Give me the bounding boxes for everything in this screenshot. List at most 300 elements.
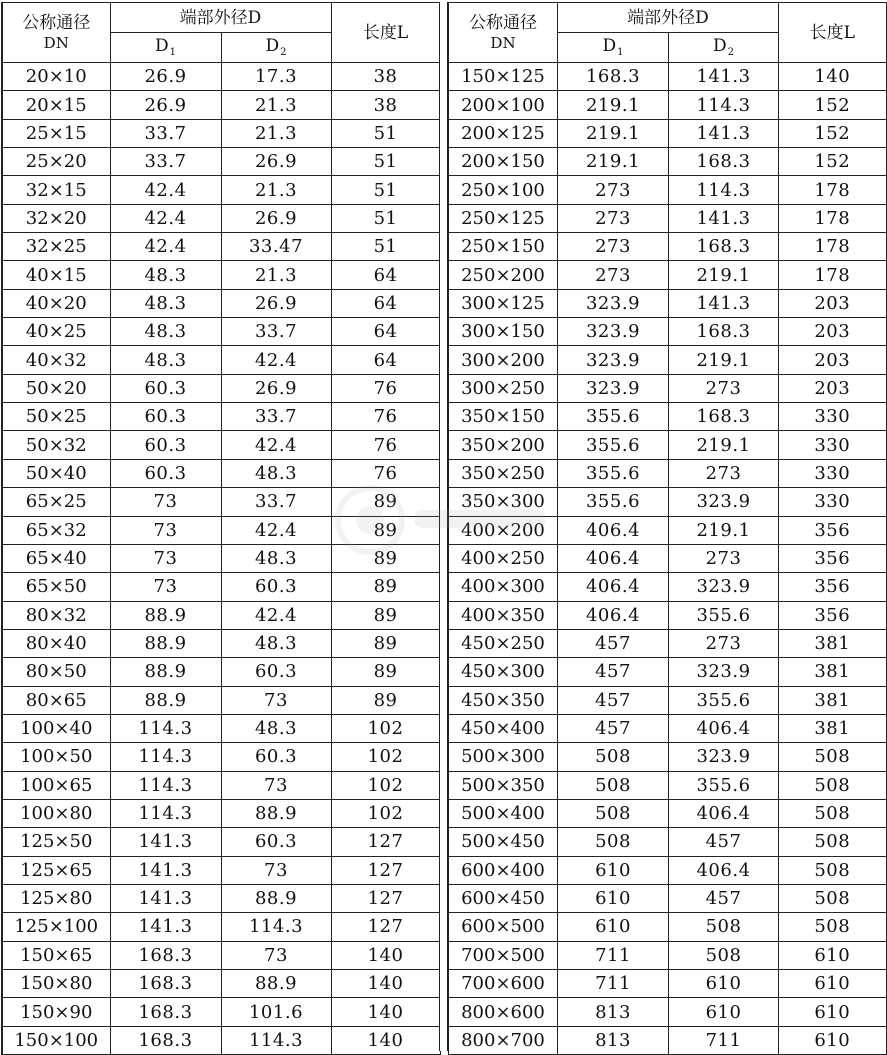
table-row	[449, 998, 887, 1026]
header-dn-label: 公称通径	[469, 12, 537, 33]
cell-d1: 219.1	[558, 148, 669, 176]
table-row	[2, 119, 440, 147]
cell-length: 127	[331, 884, 440, 912]
cell-length: 330	[779, 459, 887, 487]
table-row	[2, 289, 440, 317]
cell-d1: 33.7	[110, 119, 221, 147]
cell-length: 610	[779, 998, 887, 1026]
cell-d2: 323.9	[669, 658, 779, 686]
cell-length: 330	[779, 403, 887, 431]
cell-d2: 73	[221, 771, 331, 799]
table-row	[449, 233, 887, 261]
cell-dn: 40×32	[2, 346, 110, 374]
cell-dn: 125×65	[2, 856, 110, 884]
table-row	[2, 488, 440, 516]
table-row	[449, 374, 887, 402]
cell-d2: 168.3	[669, 403, 779, 431]
cell-length: 102	[331, 714, 440, 742]
cell-d2: 168.3	[669, 318, 779, 346]
cell-d1: 508	[558, 771, 669, 799]
table-row	[449, 686, 887, 714]
cell-d2: 457	[669, 828, 779, 856]
table-row	[449, 913, 887, 941]
cell-length: 203	[779, 318, 887, 346]
header-dn-code: DN	[43, 33, 69, 52]
table-row	[2, 544, 440, 572]
cell-length: 508	[779, 884, 887, 912]
cell-length: 127	[331, 856, 440, 884]
left-table-body	[2, 63, 440, 1055]
header-length: 长度L	[331, 3, 440, 63]
cell-dn: 400×200	[449, 516, 558, 544]
cell-d1: 60.3	[110, 431, 221, 459]
cell-d2: 114.3	[669, 91, 779, 119]
cell-d1: 711	[558, 941, 669, 969]
cell-d1: 48.3	[110, 318, 221, 346]
cell-length: 89	[331, 516, 440, 544]
cell-d2: 88.9	[221, 799, 331, 827]
cell-length: 89	[331, 601, 440, 629]
cell-d1: 114.3	[110, 714, 221, 742]
table-row	[2, 771, 440, 799]
cell-dn: 350×250	[449, 459, 558, 487]
cell-d1: 406.4	[558, 573, 669, 601]
table-row	[2, 884, 440, 912]
header-dn-code: DN	[490, 33, 516, 52]
cell-length: 89	[331, 544, 440, 572]
cell-dn: 80×40	[2, 629, 110, 657]
cell-d1: 168.3	[110, 941, 221, 969]
cell-d2: 610	[669, 998, 779, 1026]
cell-dn: 50×25	[2, 403, 110, 431]
header-d2	[669, 33, 779, 63]
reducer-dimension-table-right	[448, 2, 887, 1055]
cell-length: 178	[779, 233, 887, 261]
cell-d2: 406.4	[669, 799, 779, 827]
cell-d2: 88.9	[221, 884, 331, 912]
cell-length: 610	[779, 970, 887, 998]
cell-d1: 88.9	[110, 686, 221, 714]
cell-d2: 42.4	[221, 601, 331, 629]
cell-d1: 406.4	[558, 516, 669, 544]
cell-dn: 100×50	[2, 743, 110, 771]
cell-d1: 711	[558, 970, 669, 998]
cell-dn: 65×50	[2, 573, 110, 601]
cell-d2: 114.3	[669, 176, 779, 204]
cell-dn: 450×300	[449, 658, 558, 686]
cell-length: 64	[331, 289, 440, 317]
cell-d2: 48.3	[221, 629, 331, 657]
cell-dn: 100×40	[2, 714, 110, 742]
cell-dn: 80×50	[2, 658, 110, 686]
cell-dn: 20×15	[2, 91, 110, 119]
cell-d2: 60.3	[221, 743, 331, 771]
cell-d1: 508	[558, 799, 669, 827]
cell-dn: 50×32	[2, 431, 110, 459]
table-row	[2, 176, 440, 204]
cell-d2: 323.9	[669, 743, 779, 771]
cell-length: 140	[331, 941, 440, 969]
cell-dn: 600×400	[449, 856, 558, 884]
table-row	[449, 1026, 887, 1054]
cell-dn: 65×40	[2, 544, 110, 572]
cell-d1: 813	[558, 1026, 669, 1054]
cell-dn: 350×300	[449, 488, 558, 516]
table-row	[449, 403, 887, 431]
cell-d2: 141.3	[669, 119, 779, 147]
cell-d1: 48.3	[110, 261, 221, 289]
cell-length: 89	[331, 573, 440, 601]
cell-d2: 406.4	[669, 856, 779, 884]
cell-length: 51	[331, 204, 440, 232]
cell-length: 203	[779, 346, 887, 374]
cell-d2: 21.3	[221, 91, 331, 119]
cell-d1: 114.3	[110, 771, 221, 799]
cell-dn: 80×32	[2, 601, 110, 629]
cell-d2: 355.6	[669, 601, 779, 629]
table-row	[2, 573, 440, 601]
cell-d2: 219.1	[669, 261, 779, 289]
table-row	[449, 970, 887, 998]
cell-d1: 42.4	[110, 233, 221, 261]
cell-dn: 250×125	[449, 204, 558, 232]
table-row	[2, 459, 440, 487]
table-row	[2, 743, 440, 771]
cell-dn: 600×450	[449, 884, 558, 912]
cell-dn: 65×25	[2, 488, 110, 516]
cell-dn: 40×15	[2, 261, 110, 289]
cell-d2: 508	[669, 941, 779, 969]
header-d1-base: D	[154, 36, 169, 56]
table-row	[449, 91, 887, 119]
cell-dn: 50×20	[2, 374, 110, 402]
table-row	[2, 941, 440, 969]
cell-dn: 100×65	[2, 771, 110, 799]
cell-length: 127	[331, 913, 440, 941]
right-table-body	[449, 63, 887, 1055]
cell-d2: 508	[669, 913, 779, 941]
table-row	[2, 403, 440, 431]
table-row	[2, 1026, 440, 1054]
cell-d2: 323.9	[669, 488, 779, 516]
cell-d1: 168.3	[558, 63, 669, 91]
cell-length: 508	[779, 828, 887, 856]
cell-d2: 114.3	[221, 1026, 331, 1054]
table-row	[2, 233, 440, 261]
cell-d1: 48.3	[110, 289, 221, 317]
cell-d1: 610	[558, 913, 669, 941]
cell-d2: 60.3	[221, 658, 331, 686]
cell-d2: 60.3	[221, 573, 331, 601]
cell-dn: 250×100	[449, 176, 558, 204]
cell-length: 178	[779, 204, 887, 232]
cell-d2: 26.9	[221, 289, 331, 317]
header-length: 长度L	[779, 3, 887, 63]
column-divider	[439, 2, 448, 1051]
cell-length: 38	[331, 91, 440, 119]
cell-d2: 73	[221, 686, 331, 714]
header-d2-base: D	[713, 36, 727, 56]
table-row	[449, 573, 887, 601]
cell-dn: 300×200	[449, 346, 558, 374]
cell-length: 152	[779, 148, 887, 176]
table-row	[2, 970, 440, 998]
table-row	[449, 63, 887, 91]
cell-length: 64	[331, 318, 440, 346]
cell-dn: 100×80	[2, 799, 110, 827]
table-row	[2, 658, 440, 686]
table-row	[2, 714, 440, 742]
cell-dn: 20×10	[2, 63, 110, 91]
cell-length: 508	[779, 913, 887, 941]
cell-dn: 125×100	[2, 913, 110, 941]
cell-length: 64	[331, 261, 440, 289]
table-row	[449, 431, 887, 459]
cell-d1: 114.3	[110, 799, 221, 827]
cell-length: 356	[779, 544, 887, 572]
cell-dn: 40×25	[2, 318, 110, 346]
cell-length: 152	[779, 119, 887, 147]
cell-d2: 114.3	[221, 913, 331, 941]
cell-d1: 610	[558, 884, 669, 912]
cell-length: 38	[331, 63, 440, 91]
table-row	[449, 884, 887, 912]
table-row	[2, 998, 440, 1026]
cell-length: 203	[779, 289, 887, 317]
cell-d2: 33.47	[221, 233, 331, 261]
header-d2-base: D	[265, 36, 280, 56]
cell-dn: 150×125	[449, 63, 558, 91]
cell-length: 610	[779, 941, 887, 969]
table-row	[449, 261, 887, 289]
cell-d2: 26.9	[221, 148, 331, 176]
cell-d1: 406.4	[558, 544, 669, 572]
cell-length: 76	[331, 403, 440, 431]
cell-d1: 355.6	[558, 459, 669, 487]
header-d1	[558, 33, 669, 63]
table-row	[449, 629, 887, 657]
table-row	[449, 714, 887, 742]
cell-d2: 73	[221, 941, 331, 969]
table-row	[2, 913, 440, 941]
cell-length: 140	[331, 998, 440, 1026]
cell-d1: 26.9	[110, 91, 221, 119]
cell-length: 330	[779, 431, 887, 459]
table-row	[2, 856, 440, 884]
table-row	[449, 148, 887, 176]
cell-d1: 457	[558, 658, 669, 686]
cell-d2: 273	[669, 544, 779, 572]
cell-d1: 323.9	[558, 318, 669, 346]
cell-length: 203	[779, 374, 887, 402]
cell-length: 508	[779, 743, 887, 771]
cell-d1: 323.9	[558, 374, 669, 402]
cell-d2: 26.9	[221, 374, 331, 402]
cell-d1: 168.3	[110, 970, 221, 998]
table-row	[449, 459, 887, 487]
cell-d1: 60.3	[110, 403, 221, 431]
cell-length: 381	[779, 714, 887, 742]
cell-length: 89	[331, 629, 440, 657]
header-d1-subscript: 1	[169, 47, 176, 58]
cell-d2: 33.7	[221, 403, 331, 431]
cell-length: 89	[331, 686, 440, 714]
cell-length: 356	[779, 516, 887, 544]
cell-dn: 700×600	[449, 970, 558, 998]
cell-d2: 273	[669, 374, 779, 402]
cell-d1: 141.3	[110, 828, 221, 856]
cell-d2: 60.3	[221, 828, 331, 856]
cell-d1: 355.6	[558, 488, 669, 516]
cell-d2: 355.6	[669, 686, 779, 714]
cell-length: 64	[331, 346, 440, 374]
table-row	[449, 856, 887, 884]
header-nominal-diameter	[449, 3, 558, 63]
cell-dn: 300×150	[449, 318, 558, 346]
cell-dn: 150×65	[2, 941, 110, 969]
cell-dn: 200×100	[449, 91, 558, 119]
table-row	[449, 601, 887, 629]
table-row	[449, 941, 887, 969]
cell-length: 508	[779, 771, 887, 799]
cell-d2: 323.9	[669, 573, 779, 601]
table-row	[449, 743, 887, 771]
cell-d2: 42.4	[221, 431, 331, 459]
cell-d1: 323.9	[558, 289, 669, 317]
table-row	[449, 544, 887, 572]
cell-length: 140	[331, 1026, 440, 1054]
table-row	[449, 289, 887, 317]
table-row	[449, 119, 887, 147]
cell-dn: 300×250	[449, 374, 558, 402]
cell-d1: 88.9	[110, 601, 221, 629]
cell-d2: 355.6	[669, 771, 779, 799]
cell-d1: 323.9	[558, 346, 669, 374]
cell-length: 102	[331, 743, 440, 771]
cell-length: 140	[779, 63, 887, 91]
header-d1	[110, 33, 221, 63]
cell-d2: 711	[669, 1026, 779, 1054]
cell-d1: 60.3	[110, 374, 221, 402]
cell-length: 610	[779, 1026, 887, 1054]
cell-dn: 600×500	[449, 913, 558, 941]
cell-dn: 50×40	[2, 459, 110, 487]
cell-d1: 813	[558, 998, 669, 1026]
header-d2	[221, 33, 331, 63]
header-outer-diameter: 端部外径D	[558, 3, 779, 33]
cell-length: 356	[779, 601, 887, 629]
cell-length: 330	[779, 488, 887, 516]
cell-d2: 26.9	[221, 204, 331, 232]
cell-dn: 450×400	[449, 714, 558, 742]
cell-d1: 33.7	[110, 148, 221, 176]
table-row	[449, 488, 887, 516]
cell-d2: 42.4	[221, 346, 331, 374]
cell-dn: 25×20	[2, 148, 110, 176]
cell-d1: 457	[558, 686, 669, 714]
cell-d1: 273	[558, 176, 669, 204]
cell-d1: 88.9	[110, 629, 221, 657]
cell-length: 508	[779, 799, 887, 827]
cell-d2: 101.6	[221, 998, 331, 1026]
table-row	[2, 799, 440, 827]
cell-d2: 406.4	[669, 714, 779, 742]
cell-d1: 60.3	[110, 459, 221, 487]
table-row	[2, 261, 440, 289]
cell-d2: 21.3	[221, 261, 331, 289]
cell-dn: 250×150	[449, 233, 558, 261]
table-row	[2, 601, 440, 629]
table-row	[449, 204, 887, 232]
cell-dn: 350×200	[449, 431, 558, 459]
cell-d1: 273	[558, 261, 669, 289]
cell-dn: 125×80	[2, 884, 110, 912]
cell-d2: 273	[669, 459, 779, 487]
table-row	[449, 658, 887, 686]
cell-d1: 273	[558, 204, 669, 232]
cell-d1: 168.3	[110, 1026, 221, 1054]
cell-d1: 355.6	[558, 431, 669, 459]
cell-length: 51	[331, 176, 440, 204]
cell-dn: 125×50	[2, 828, 110, 856]
cell-d1: 141.3	[110, 913, 221, 941]
cell-d2: 48.3	[221, 714, 331, 742]
cell-dn: 300×125	[449, 289, 558, 317]
cell-d1: 73	[110, 544, 221, 572]
cell-d1: 168.3	[110, 998, 221, 1026]
cell-d1: 141.3	[110, 884, 221, 912]
table-row	[449, 346, 887, 374]
table-row	[449, 176, 887, 204]
table-row	[449, 516, 887, 544]
cell-d2: 141.3	[669, 63, 779, 91]
header-outer-diameter: 端部外径D	[110, 3, 331, 33]
reducer-dimension-table-left	[1, 2, 441, 1055]
cell-length: 381	[779, 686, 887, 714]
cell-dn: 400×350	[449, 601, 558, 629]
cell-dn: 500×450	[449, 828, 558, 856]
cell-d1: 42.4	[110, 204, 221, 232]
table-row	[449, 799, 887, 827]
cell-d2: 73	[221, 856, 331, 884]
table-row	[2, 346, 440, 374]
cell-length: 102	[331, 771, 440, 799]
cell-dn: 350×150	[449, 403, 558, 431]
header-d2-subscript: 2	[727, 47, 735, 58]
cell-length: 89	[331, 658, 440, 686]
cell-d1: 508	[558, 743, 669, 771]
cell-dn: 400×300	[449, 573, 558, 601]
cell-length: 89	[331, 488, 440, 516]
cell-d1: 219.1	[558, 91, 669, 119]
cell-d1: 26.9	[110, 63, 221, 91]
cell-d1: 141.3	[110, 856, 221, 884]
cell-dn: 32×15	[2, 176, 110, 204]
cell-length: 381	[779, 658, 887, 686]
cell-length: 381	[779, 629, 887, 657]
cell-d1: 457	[558, 714, 669, 742]
header-d1-base: D	[602, 36, 617, 56]
table-row	[2, 63, 440, 91]
cell-length: 51	[331, 148, 440, 176]
cell-d2: 219.1	[669, 346, 779, 374]
cell-d2: 168.3	[669, 233, 779, 261]
cell-d1: 508	[558, 828, 669, 856]
cell-d2: 48.3	[221, 544, 331, 572]
cell-d1: 273	[558, 233, 669, 261]
cell-d1: 114.3	[110, 743, 221, 771]
cell-d2: 48.3	[221, 459, 331, 487]
